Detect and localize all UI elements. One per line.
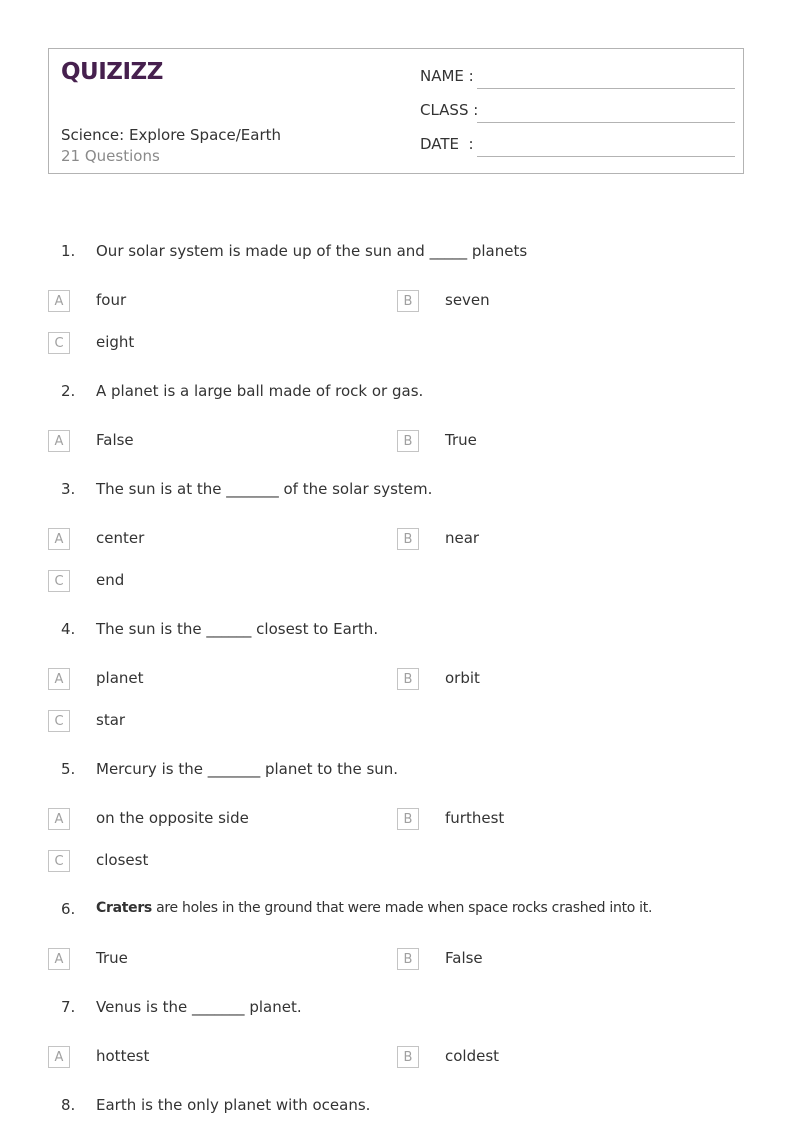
option-text: furthest	[445, 809, 505, 827]
option-box[interactable]: C	[48, 332, 70, 354]
option-box[interactable]: A	[48, 668, 70, 690]
option-text: closest	[96, 851, 149, 869]
question-text: Mercury is the _______ planet to the sun.	[96, 760, 399, 778]
question-text: The sun is the ______ closest to Earth.	[96, 620, 379, 638]
question-number: 3.	[61, 480, 76, 498]
option-box[interactable]: A	[48, 948, 70, 970]
option-box[interactable]: A	[48, 290, 70, 312]
option-box[interactable]: B	[397, 430, 419, 452]
option-box[interactable]: C	[48, 710, 70, 732]
option-text: planet	[96, 669, 144, 687]
question-text: The sun is at the _______ of the solar system.	[96, 480, 433, 498]
option-text: seven	[445, 291, 490, 309]
option-box[interactable]: C	[48, 850, 70, 872]
option-box[interactable]: A	[48, 808, 70, 830]
question-number: 7.	[61, 998, 76, 1016]
date-line	[477, 156, 735, 157]
quizizz-logo: QUIZIZZ	[61, 59, 163, 85]
option-text: center	[96, 529, 145, 547]
date-field[interactable]	[420, 135, 735, 157]
option-text: coldest	[445, 1047, 500, 1065]
option-box[interactable]: A	[48, 528, 70, 550]
worksheet-title: Science: Explore Space/Earth	[61, 126, 282, 144]
question-count: 21 Questions	[61, 147, 160, 165]
option-text: eight	[96, 333, 135, 351]
option-box[interactable]: A	[48, 430, 70, 452]
question-bold-term: Craters	[96, 900, 152, 916]
option-box[interactable]: C	[48, 570, 70, 592]
question-number: 2.	[61, 382, 76, 400]
option-text: on the opposite side	[96, 809, 249, 827]
name-label: NAME :	[420, 67, 474, 85]
option-text: True	[445, 431, 477, 449]
option-text: near	[445, 529, 480, 547]
worksheet-header	[48, 48, 744, 174]
option-text: end	[96, 571, 125, 589]
option-box[interactable]: B	[397, 948, 419, 970]
class-line	[477, 122, 735, 123]
option-text: True	[96, 949, 128, 967]
question-number: 1.	[61, 242, 76, 260]
question-text	[96, 900, 652, 916]
option-text: orbit	[445, 669, 480, 687]
option-text: star	[96, 711, 126, 729]
question-text: Venus is the _______ planet.	[96, 998, 302, 1016]
option-box[interactable]: B	[397, 808, 419, 830]
name-line	[477, 88, 735, 89]
option-box[interactable]: B	[397, 1046, 419, 1068]
option-text: hottest	[96, 1047, 150, 1065]
option-box[interactable]: B	[397, 528, 419, 550]
option-text: False	[445, 949, 483, 967]
option-text: False	[96, 431, 134, 449]
question-text: Our solar system is made up of the sun and _____ planets	[96, 242, 528, 260]
date-label: DATE :	[420, 135, 474, 153]
option-box[interactable]: B	[397, 668, 419, 690]
option-box[interactable]: B	[397, 290, 419, 312]
question-number: 5.	[61, 760, 76, 778]
question-text: Earth is the only planet with oceans.	[96, 1096, 371, 1114]
question-number: 4.	[61, 620, 76, 638]
option-text: four	[96, 291, 127, 309]
question-number: 6.	[61, 900, 76, 918]
question-text: A planet is a large ball made of rock or gas.	[96, 382, 424, 400]
question-text-rest: are holes in the ground that were made when space rocks crashed into it.	[151, 900, 653, 916]
class-label: CLASS :	[420, 101, 479, 119]
option-box[interactable]: A	[48, 1046, 70, 1068]
question-number: 8.	[61, 1096, 76, 1114]
class-field[interactable]	[420, 101, 735, 123]
name-field[interactable]	[420, 67, 735, 89]
